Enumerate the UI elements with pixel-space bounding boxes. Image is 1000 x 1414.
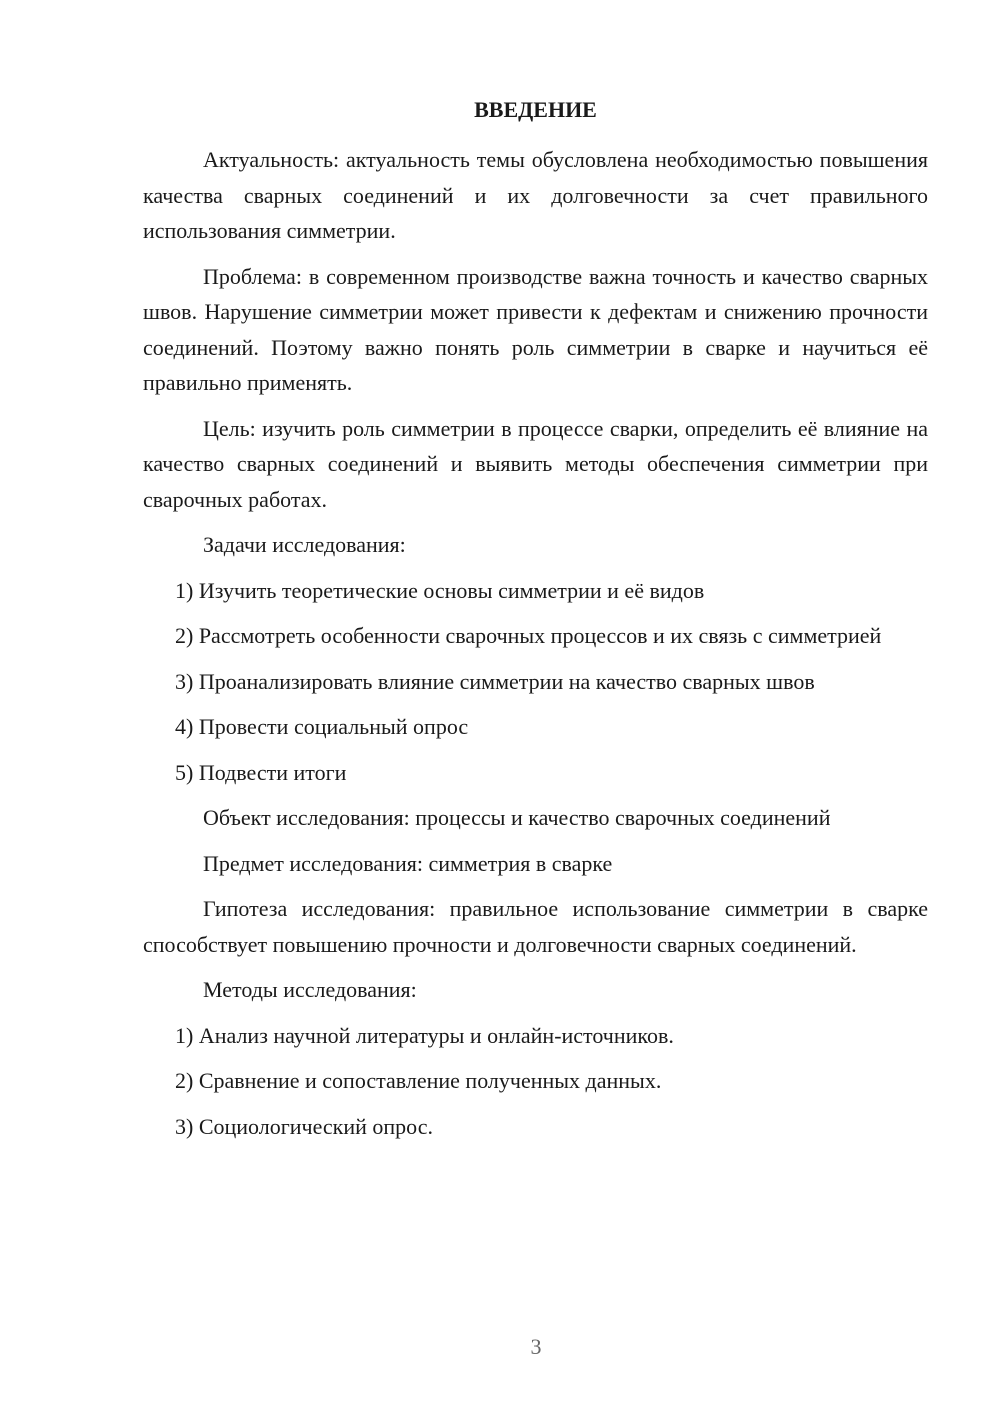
- task-item-4: 4) Провести социальный опрос: [175, 714, 469, 739]
- method-item-3: 3) Социологический опрос.: [175, 1113, 433, 1139]
- method-item-1: 1) Анализ научной литературы и онлайн-источников.: [175, 1022, 674, 1048]
- task-item-2: 2) Рассмотреть особенности сварочных процессов и их связь с симметрией: [175, 623, 882, 648]
- method-item-2: 2) Сравнение и сопоставление полученных данных.: [175, 1068, 662, 1093]
- methods-heading: Методы исследования:: [203, 977, 417, 1002]
- task-item-3: 3) Проанализировать влияние симметрии на качество сварных швов: [175, 668, 815, 694]
- task-item-1: 1) Изучить теоретические основы симметрии и её видов: [175, 577, 705, 603]
- goal-paragraph: Цель: изучить роль симметрии в процессе сварки, определить её влияние на качество сварных соединений и выявить методы обеспечения симметрии при сварочных работах.: [143, 415, 928, 512]
- document-title: ВВЕДЕНИЕ: [474, 97, 597, 122]
- page-number: 3: [530, 1334, 542, 1359]
- problem-paragraph: Проблема: в современном производстве важна точность и качество сварных швов. Нарушение симметрии может привести к дефектам и снижению прочности соединений. Поэтому важно понять роль симметрии в сварке и научиться её правильно применять.: [143, 263, 928, 395]
- task-item-5: 5) Подвести итоги: [175, 759, 347, 785]
- hypothesis-paragraph: Гипотеза исследования: правильное использование симметрии в сварке способствует повышению прочности и долговечности сварных соединений.: [143, 896, 928, 957]
- relevance-paragraph: Актуальность: актуальность темы обусловлена необходимостью повышения качества сварных соединений и их долговечности за счет правильного использования симметрии.: [143, 147, 928, 243]
- object-paragraph: Объект исследования: процессы и качество сварочных соединений: [203, 805, 831, 830]
- tasks-heading: Задачи исследования:: [203, 532, 406, 557]
- document-page: [143, 92, 928, 1154]
- subject-paragraph: Предмет исследования: симметрия в сварке: [203, 850, 613, 876]
